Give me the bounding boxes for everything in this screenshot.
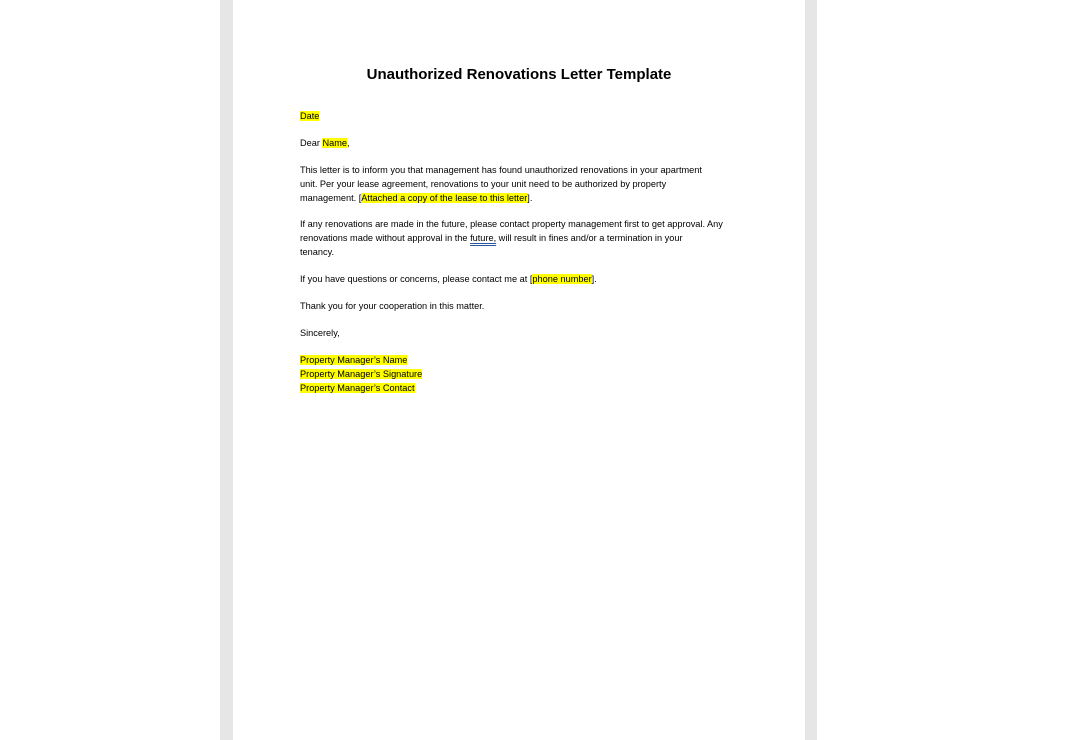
paragraph-notice-line-2: unit. Per your lease agreement, renovations to your unit need to be authorized by property: [300, 179, 667, 189]
document-title[interactable]: Unauthorized Renovations Letter Template: [366, 66, 672, 83]
document-page[interactable]: [233, 0, 805, 740]
manager-signature-placeholder[interactable]: Property Manager’s Signature: [300, 369, 423, 379]
lease-attachment-placeholder[interactable]: Attached a copy of the lease to this letter: [361, 193, 528, 203]
paragraph-future-line-2-prefix: renovations made without approval in the: [300, 233, 471, 243]
phone-number-placeholder[interactable]: phone number: [532, 274, 592, 284]
paragraph-contact-suffix: ].: [591, 274, 597, 284]
paragraph-future-line-1: If any renovations are made in the future, please contact property management first to get approval. Any: [300, 219, 723, 229]
grammar-flagged-word[interactable]: future,: [470, 233, 497, 243]
paragraph-notice-line-3-suffix: ].: [527, 193, 533, 203]
date-line[interactable]: [300, 109, 745, 123]
paragraph-future-line-2-suffix: will result in fines and/or a termination in your: [496, 233, 683, 243]
date-placeholder[interactable]: Date: [300, 111, 320, 121]
paragraph-future-line-3: tenancy.: [300, 247, 335, 257]
manager-name-placeholder[interactable]: Property Manager’s Name: [300, 355, 408, 365]
paragraph-contact-prefix: If you have questions or concerns, please contact me at [: [300, 274, 533, 284]
paragraph-thanks[interactable]: [300, 299, 745, 313]
paragraph-notice-line-3-prefix: management. [: [300, 193, 362, 203]
paragraph-notice-line-1: This letter is to inform you that management has found unauthorized renovations in your apartment: [300, 165, 702, 175]
salutation-suffix: ,: [346, 138, 350, 148]
paragraph-thanks-text: Thank you for your cooperation in this matter.: [300, 301, 485, 311]
name-placeholder[interactable]: Name: [322, 138, 347, 148]
closing-text: Sincerely,: [300, 328, 340, 338]
paragraph-contact[interactable]: [300, 272, 745, 286]
salutation-line[interactable]: [300, 136, 745, 150]
closing-line[interactable]: [300, 326, 745, 340]
signature-block[interactable]: [300, 353, 745, 395]
manager-contact-placeholder[interactable]: Property Manager’s Contact: [300, 383, 415, 393]
paragraph-future-renovations[interactable]: [300, 217, 745, 259]
salutation-prefix: Dear: [300, 138, 323, 148]
paragraph-notice[interactable]: [300, 163, 745, 205]
